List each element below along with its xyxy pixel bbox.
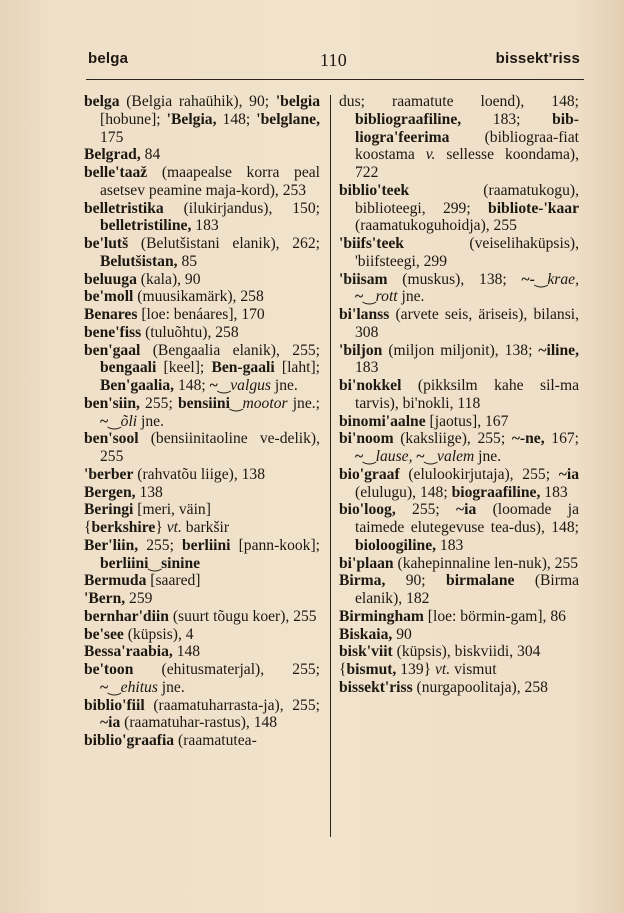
- dictionary-entry: bio'loog, 255; ~ia (loomade ja taimede elutegevuse tea-dus), 148; bioloogiline, 183: [339, 501, 579, 554]
- dictionary-entry: Beringi [meri, väin]: [84, 501, 211, 519]
- page-number: 110: [320, 50, 347, 70]
- dictionary-entry: bi'plaan (kahepinnaline len-nuk), 255: [339, 554, 579, 572]
- dictionary-entry: {bismut, 139} vt. vismut: [339, 661, 497, 678]
- dictionary-entry: bi'noom (kaksliige), 255; ~-ne, 167; ~‿lause, ~‿valem jne.: [339, 430, 579, 465]
- left-guide-word: belga: [88, 50, 129, 67]
- dictionary-entry: Bessa'raabia, 148: [84, 643, 201, 661]
- dictionary-entry: Ber'liin, 255; berliini [pann-kook]; berliini‿sinine: [84, 536, 320, 572]
- dictionary-entry: ben'siin, 255; bensiini‿mootor jne.; ~‿õli jne.: [84, 394, 320, 430]
- dictionary-entry: ben'sool (bensiinitaoline ve-delik), 255: [84, 430, 320, 465]
- dictionary-entry: Birmingham [loe: börmin-gam], 86: [339, 607, 566, 625]
- dictionary-entry: 'Bern, 259: [84, 590, 153, 607]
- right-column: [339, 93, 579, 697]
- dictionary-entry: {berkshire} vt. barkšir: [84, 519, 230, 536]
- dictionary-entry: belletristika (ilukirjandus), 150; belletristiline, 183: [84, 199, 320, 235]
- dictionary-entry: 'berber (rahvatõu liige), 138: [84, 465, 266, 483]
- dictionary-entry: be'moll (muusikamärk), 258: [84, 288, 264, 306]
- dictionary-entry: bisk'viit (küpsis), biskviidi, 304: [339, 643, 541, 661]
- dictionary-entry: belga (Belgia rahaühik), 90; 'belgia [hobune]; 'Belgia, 148; 'belglane, 175: [84, 93, 320, 146]
- dictionary-entry: 'biisam (muskus), 138; ~-‿krae, ~‿rott jne.: [339, 270, 579, 306]
- dictionary-entry: ben'gaal (Bengaalia elanik), 255; bengaali [keel]; Ben-gaali [laht]; Ben'gaalia, 148; ~‿valgus jne.: [84, 341, 320, 394]
- dictionary-entry: beluuga (kala), 90: [84, 270, 201, 288]
- dictionary-entry: biblio'teek (raamatukogu), biblioteegi, 299; bibliote-'kaar (raamatukoguhoidja), 255: [339, 181, 579, 235]
- dictionary-entry: 'biljon (miljon miljonit), 138; ~iline, 183: [339, 341, 579, 377]
- dictionary-entry: Bergen, 138: [84, 483, 163, 501]
- dictionary-entry: bi'nokkel (pikksilm kahe sil-ma tarvis), bi'nokli, 118: [339, 377, 579, 412]
- dictionary-entry: bernhar'diin (suurt tõugu koer), 255: [84, 607, 317, 625]
- dictionary-entry: belle'taaž (maapealse korra peal asetsev peamine maja-kord), 253: [84, 164, 320, 199]
- dictionary-entry: Belgrad, 84: [84, 146, 161, 164]
- dictionary-entry: biblio'graafia (raamatutea-: [84, 732, 257, 749]
- right-guide-word: bissekt'riss: [495, 50, 580, 67]
- dictionary-entry: bissekt'riss (nurgapoolitaja), 258: [339, 678, 548, 696]
- dictionary-entry: binomi'aalne [jaotus], 167: [339, 412, 509, 430]
- dictionary-entry: Benares [loe: benáares], 170: [84, 306, 265, 323]
- dictionary-entry: bene'fiss (tuluõhtu), 258: [84, 323, 239, 341]
- dictionary-entry: bi'lanss (arvete seis, äriseis), bilansi, 308: [339, 306, 579, 341]
- dictionary-entry: be'toon (ehitusmaterjal), 255; ~‿ehitus jne.: [84, 661, 320, 696]
- dictionary-entry: Biskaia, 90: [339, 625, 412, 643]
- dictionary-entry: bio'graaf (elulookirjutaja), 255; ~ia (elulugu), 148; biograafiline, 183: [339, 465, 579, 501]
- dictionary-entry: biblio'fiil (raamatuharrasta-ja), 255; ~ia (raamatuhar-rastus), 148: [84, 696, 320, 732]
- dictionary-entry: Birma, 90; birmalane (Birma elanik), 182: [339, 572, 579, 607]
- dictionary-entry: be'lutš (Belutšistani elanik), 262; Belutšistan, 85: [84, 235, 320, 270]
- dictionary-entry: dus; raamatute loend), 148; bibliograafiline, 183; bib-liogra'feerima (bibliograa-fiat koostama v. sellesse koondama), 722: [339, 93, 579, 181]
- left-column: [84, 93, 320, 750]
- dictionary-entry: be'see (küpsis), 4: [84, 625, 194, 643]
- dictionary-entry: Bermuda [saared]: [84, 572, 201, 590]
- header-rule: [86, 79, 584, 80]
- dictionary-entry: 'biifs'teek (veiselihaküpsis), 'biifsteegi, 299: [339, 235, 579, 270]
- column-divider: [330, 95, 331, 837]
